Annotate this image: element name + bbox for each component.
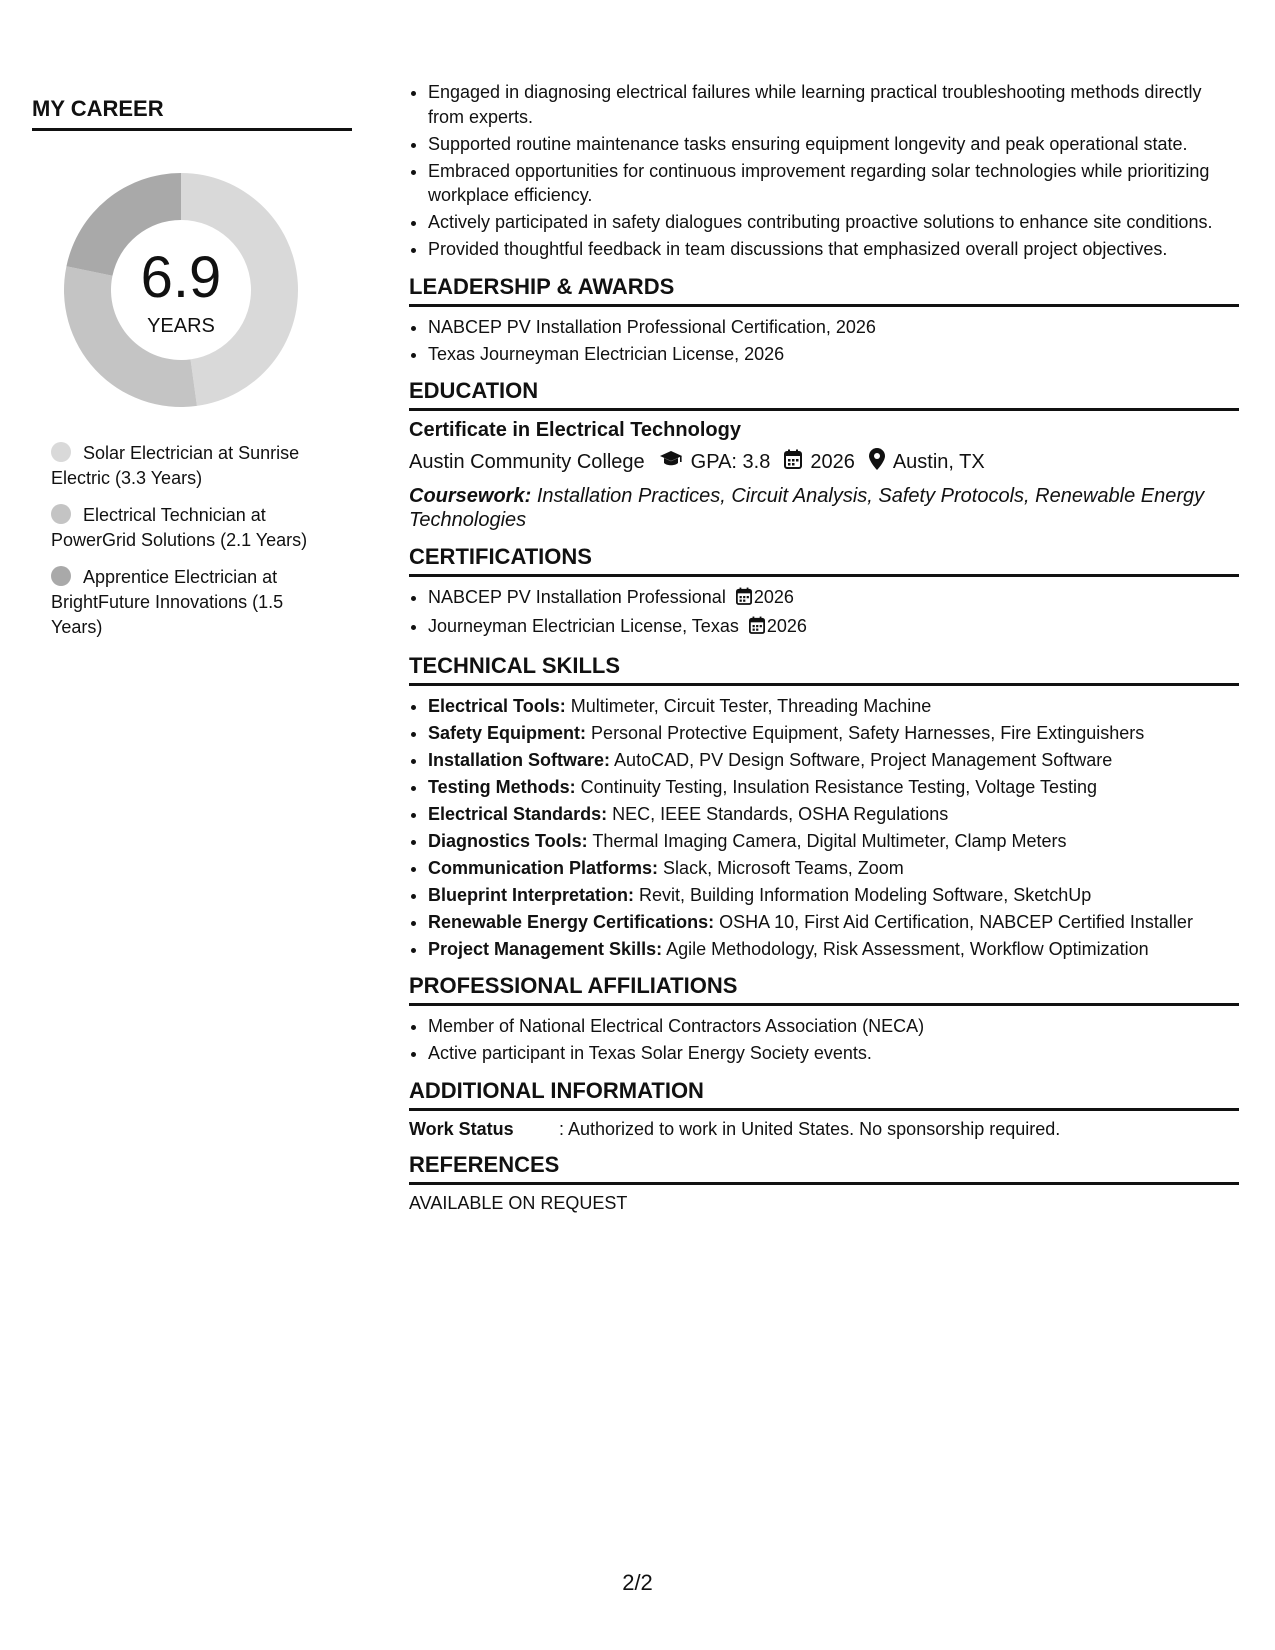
main-content [409,80,1239,1214]
skill-value: Multimeter, Circuit Tester, Threading Machine [570,695,932,716]
legend-label: Solar Electrician at Sunrise Electric (3.3 Years) [51,443,300,488]
coursework-text: Installation Practices, Circuit Analysis, Safety Protocols, Renewable Energy Technologies [409,485,1205,531]
coursework [409,484,1239,532]
skill-item [428,829,1239,854]
donut-center [56,165,306,415]
skill-label: Project Management Skills: [428,938,663,959]
affiliations-section [409,973,1239,1066]
career-donut-chart [56,165,306,415]
experience-bullet: • Provided thoughtful feedback in team discussions that emphasized overall project objectives. [428,237,1239,262]
certification-item [428,614,1239,641]
work-status-value: : Authorized to work in United States. No sponsorship required. [559,1118,1061,1139]
certifications-list [409,585,1239,641]
school-location: Austin, TX [892,450,985,473]
skill-label: Testing Methods: [428,776,576,797]
skill-value: OSHA 10, First Aid Certification, NABCEP Certified Installer [719,911,1193,932]
skill-item [428,937,1239,962]
legend-dot [51,504,71,524]
section-title: EDUCATION [409,378,1239,411]
skill-value: AutoCAD, PV Design Software, Project Management Software [614,749,1113,770]
page-number: 2/2 [622,1570,653,1595]
skill-value: Continuity Testing, Insulation Resistance Testing, Voltage Testing [580,776,1097,797]
references-section [409,1152,1239,1214]
section-title: REFERENCES [409,1152,1239,1185]
skill-value: Slack, Microsoft Teams, Zoom [663,857,904,878]
skills-list [409,694,1239,962]
skill-item [428,748,1239,773]
skill-item [428,775,1239,800]
skill-label: Communication Platforms: [428,857,659,878]
references-text: AVAILABLE ON REQUEST [409,1192,628,1213]
education-details [409,448,1239,476]
map-pin-icon [869,448,885,476]
skill-value: Agile Methodology, Risk Assessment, Workflow Optimization [666,938,1149,959]
section-title: ADDITIONAL INFORMATION [409,1078,1239,1111]
legend-item [51,441,331,491]
list-item: • Member of National Electrical Contractors Association (NECA) [428,1014,1239,1039]
skill-label: Renewable Energy Certifications: [428,911,715,932]
work-status-row [409,1119,1239,1140]
skill-label: Electrical Standards: [428,803,608,824]
skill-label: Electrical Tools: [428,695,566,716]
education-section [409,378,1239,532]
experience-bullet: • Engaged in diagnosing electrical failures while learning practical troubleshooting methods directly from experts. [428,80,1239,129]
list-item: • Active participant in Texas Solar Energy Society events. [428,1041,1239,1066]
certification-year: 2026 [753,587,794,607]
list-item: • NABCEP PV Installation Professional Certification, 2026 [428,315,1239,340]
skill-label: Installation Software: [428,749,611,770]
total-years-unit: YEARS [147,315,215,337]
section-title: LEADERSHIP & AWARDS [409,274,1239,307]
certification-item [428,585,1239,612]
skill-item [428,910,1239,935]
skill-value: Revit, Building Information Modeling Software, SketchUp [639,884,1092,905]
degree-title: Certificate in Electrical Technology [409,419,741,441]
skill-label: Diagnostics Tools: [428,830,588,851]
legend-dot [51,566,71,586]
calendar-icon [784,449,802,475]
skill-value: Personal Protective Equipment, Safety Harnesses, Fire Extinguishers [591,722,1145,743]
experience-bullet: • Actively participated in safety dialogues contributing proactive solutions to enhance site conditions. [428,210,1239,235]
legend-dot [51,442,71,462]
career-legend [51,441,331,640]
graduation-cap-icon [659,450,683,474]
experience-bullet: • Supported routine maintenance tasks ensuring equipment longevity and peak operational state. [428,132,1239,157]
work-status-label: Work Status [409,1118,514,1139]
legend-label: Electrical Technician at PowerGrid Solutions (2.1 Years) [51,505,308,550]
gpa: GPA: 3.8 [690,450,771,473]
skills-section [409,653,1239,962]
graduation-year: 2026 [810,450,855,473]
skill-label: Safety Equipment: [428,722,587,743]
legend-item [51,565,331,640]
skill-item [428,856,1239,881]
coursework-label: Coursework: [409,485,532,507]
skill-value: NEC, IEEE Standards, OSHA Regulations [612,803,949,824]
additional-section [409,1078,1239,1140]
legend-label: Apprentice Electrician at BrightFuture Innovations (1.5 Years) [51,567,284,637]
certification-name: NABCEP PV Installation Professional [428,587,726,607]
section-title: TECHNICAL SKILLS [409,653,1239,686]
school-name: Austin Community College [409,450,645,473]
total-years-value: 6.9 [140,245,222,310]
certification-name: Journeyman Electrician License, Texas [428,616,739,636]
certifications-section [409,544,1239,641]
legend-item [51,503,331,553]
experience-bullet: • Embraced opportunities for continuous improvement regarding solar technologies while prioritizing workplace efficiency. [428,159,1239,208]
skill-item [428,694,1239,719]
section-title: CERTIFICATIONS [409,544,1239,577]
career-sidebar [32,96,352,652]
leadership-list [409,315,1239,367]
section-title: PROFESSIONAL AFFILIATIONS [409,973,1239,1006]
skill-item [428,721,1239,746]
list-item: • Texas Journeyman Electrician License, 2026 [428,342,1239,367]
affiliations-list [409,1014,1239,1066]
skill-item [428,802,1239,827]
calendar-icon [736,587,752,612]
career-title: MY CAREER [32,96,352,131]
calendar-icon [749,616,765,641]
experience-bullets [409,80,1239,262]
certification-year: 2026 [766,616,807,636]
skill-label: Blueprint Interpretation: [428,884,634,905]
skill-item [428,883,1239,908]
skill-value: Thermal Imaging Camera, Digital Multimeter, Clamp Meters [592,830,1067,851]
leadership-section [409,274,1239,367]
